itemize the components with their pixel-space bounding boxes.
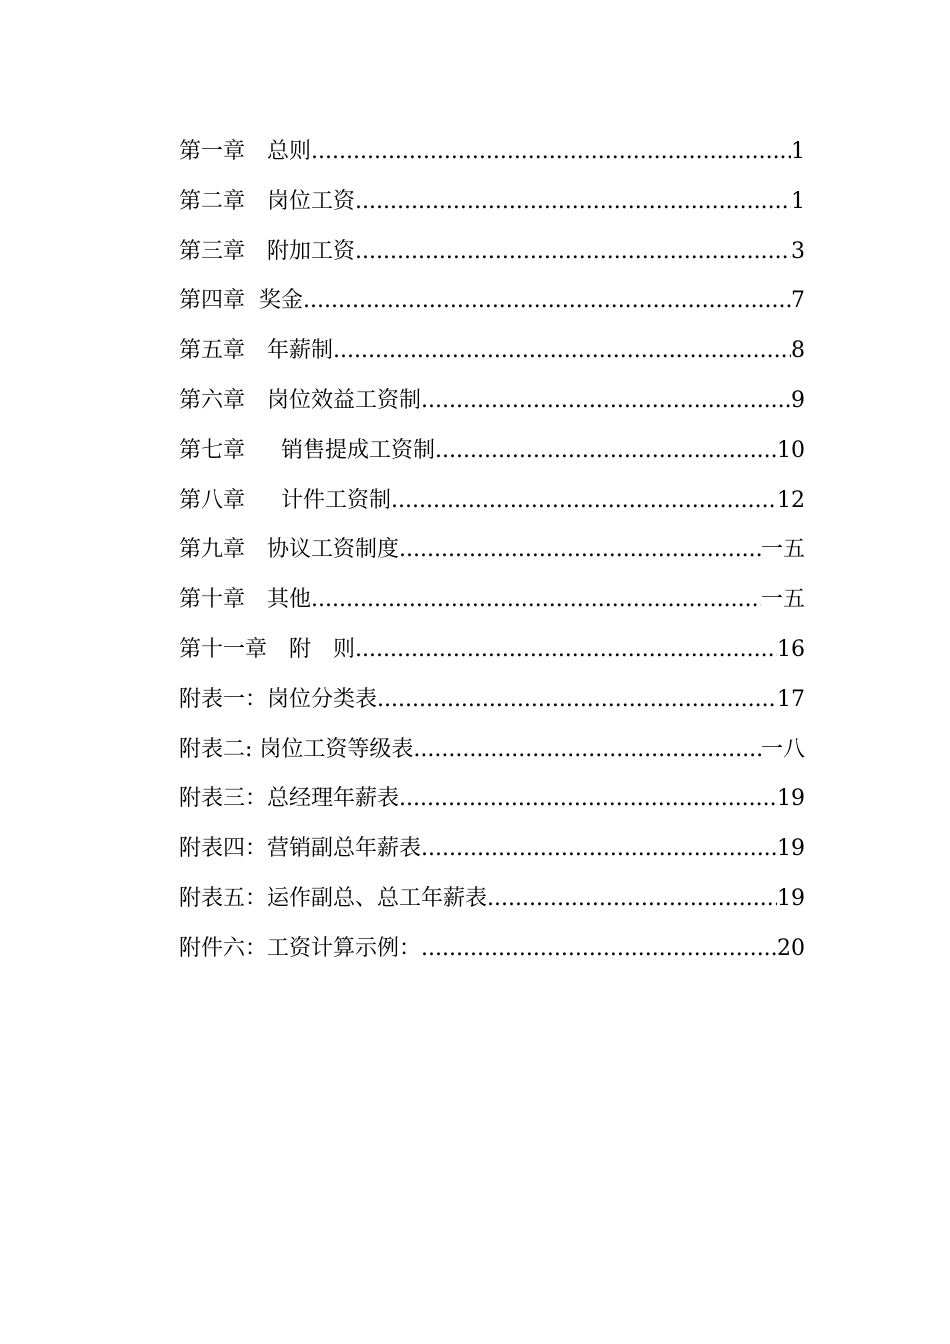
toc-page-number: 10	[777, 437, 805, 463]
toc-page-number: 3	[791, 238, 805, 264]
toc-page-number: 9	[791, 387, 805, 413]
toc-dot-leader	[355, 625, 777, 675]
toc-dot-leader	[391, 476, 777, 526]
toc-page-number: 1	[791, 188, 805, 214]
toc-entry-title: 第六章 岗位效益工资制	[179, 387, 422, 413]
toc-page-number: 一五	[760, 537, 805, 563]
toc-page-number: 12	[777, 487, 805, 513]
toc-entry[interactable]	[179, 725, 805, 775]
toc-dot-leader	[333, 326, 791, 376]
toc-entry[interactable]	[179, 575, 805, 625]
toc-entry[interactable]	[179, 675, 805, 725]
toc-entry[interactable]	[179, 774, 805, 824]
toc-dot-leader	[421, 924, 777, 974]
toc-entry[interactable]	[179, 924, 805, 974]
toc-entry-title: 第二章 岗位工资	[179, 188, 356, 214]
toc-entry-title: 附件六：工资计算示例：	[179, 935, 422, 961]
toc-page-number: 一八	[760, 736, 805, 762]
toc-dot-leader	[435, 426, 777, 476]
toc-page-number: 16	[777, 636, 805, 662]
toc-entry[interactable]	[179, 326, 805, 376]
toc-dot-leader	[421, 376, 791, 426]
toc-page-number: 一五	[760, 587, 805, 613]
toc-entry-title: 附表五：运作副总、总工年薪表	[179, 885, 488, 911]
toc-entry[interactable]	[179, 177, 805, 227]
toc-dot-leader	[355, 227, 791, 277]
toc-entry-title: 第一章 总则	[179, 139, 312, 164]
toc-entry-title: 第三章 附加工资	[179, 238, 356, 264]
toc-entry-title: 第八章 计件工资制	[179, 487, 391, 513]
toc-dot-leader	[399, 774, 777, 824]
toc-page-number: 19	[777, 786, 805, 812]
toc-entry-title: 第七章 销售提成工资制	[179, 437, 435, 463]
toc-entry-title: 附表二: 岗位工资等级表	[179, 736, 414, 762]
toc-dot-leader	[399, 525, 761, 575]
toc-entry[interactable]	[179, 824, 805, 874]
toc-page-number: 20	[777, 935, 805, 961]
toc-dot-leader	[413, 725, 761, 775]
toc-dot-leader	[421, 824, 777, 874]
toc-entry[interactable]	[179, 625, 805, 675]
table-of-contents	[179, 127, 805, 974]
toc-dot-leader	[377, 675, 777, 725]
toc-entry[interactable]	[179, 227, 805, 277]
toc-page-number: 8	[791, 338, 805, 364]
toc-entry-title: 第九章 协议工资制度	[179, 537, 400, 563]
toc-dot-leader	[303, 276, 791, 326]
toc-entry-title: 第五章 年薪制	[179, 338, 334, 364]
toc-dot-leader	[311, 127, 791, 177]
toc-dot-leader	[487, 874, 777, 924]
toc-entry[interactable]	[179, 874, 805, 924]
toc-page-number: 7	[791, 288, 805, 314]
toc-entry[interactable]	[179, 276, 805, 326]
toc-page-number: 1	[791, 139, 805, 164]
toc-entry[interactable]	[179, 127, 805, 177]
toc-entry[interactable]	[179, 426, 805, 476]
toc-entry-title: 第十章 其他	[179, 587, 312, 613]
toc-entry-title: 附表四：营销副总年薪表	[179, 836, 422, 862]
toc-entry[interactable]	[179, 376, 805, 426]
toc-entry[interactable]	[179, 525, 805, 575]
toc-entry[interactable]	[179, 476, 805, 526]
toc-page-number: 17	[777, 686, 805, 712]
toc-entry-title: 附表三：总经理年薪表	[179, 786, 400, 812]
toc-entry-title: 第四章 奖金	[179, 288, 303, 314]
toc-page-number: 19	[777, 836, 805, 862]
toc-dot-leader	[355, 177, 791, 227]
toc-entry-title: 第十一章 附 则	[179, 636, 356, 662]
toc-entry-title: 附表一：岗位分类表	[179, 686, 378, 712]
toc-page-number: 19	[777, 885, 805, 911]
toc-dot-leader	[311, 575, 761, 625]
